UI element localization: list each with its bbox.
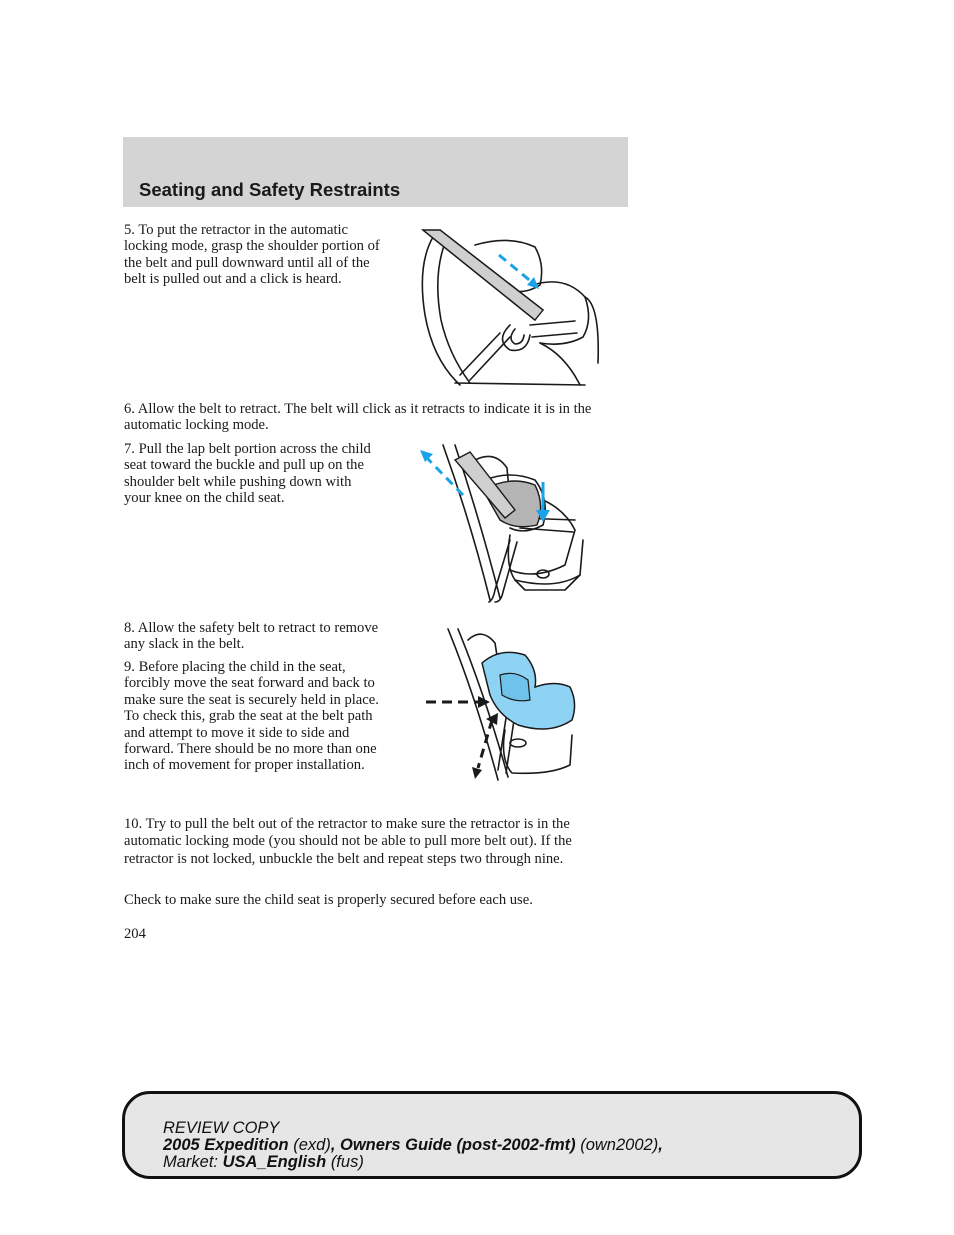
- footer-text: [163, 1120, 663, 1171]
- lap-belt-knee-push-illustration: [415, 440, 590, 605]
- step-8-text: 8. Allow the safety belt to retract to remove any slack in the belt.: [124, 620, 379, 653]
- retractor-shoulder-belt-illustration: [415, 225, 605, 387]
- closing-note: Check to make sure the child seat is properly secured before each use.: [124, 892, 533, 908]
- step-7-text: 7. Pull the lap belt portion across the child seat toward the buckle and pull up on the shoulder belt while pushing down with your knee on the child seat.: [124, 441, 371, 507]
- footer-guide-code: (own2002): [580, 1136, 659, 1154]
- footer-guide: Owners Guide (post-2002-fmt): [340, 1136, 576, 1154]
- footer-separator-2: ,: [658, 1136, 663, 1154]
- footer-model-code: (exd): [293, 1136, 331, 1154]
- step-5-text: 5. To put the retractor in the automatic locking mode, grasp the shoulder portion of the belt and pull downward until all of the belt is pulled out and a click is heard.: [124, 222, 380, 288]
- section-title: Seating and Safety Restraints: [139, 179, 401, 200]
- footer-model: 2005 Expedition: [163, 1136, 289, 1154]
- footer-review-copy: REVIEW COPY: [163, 1119, 280, 1137]
- footer-separator-1: ,: [330, 1136, 340, 1154]
- step-9-text: 9. Before placing the child in the seat, forcibly move the seat forward and back to make sure the seat is securely held in place. To check this, grab the seat at the belt path and attempt to move it side to side and forward. There should be no more than one inch of movement for proper installation.: [124, 659, 379, 774]
- seat-movement-check-illustration: [420, 625, 585, 783]
- page-number: 204: [124, 926, 146, 942]
- footer-market-label: Market:: [163, 1153, 219, 1171]
- review-copy-footer: [122, 1091, 862, 1179]
- footer-market: USA_English: [222, 1153, 327, 1171]
- step-10-text: 10. Try to pull the belt out of the retractor to make sure the retractor is in the automatic locking mode (you should not be able to pull more belt out). If the retractor is not locked, unbuckle the belt and repeat steps two through nine.: [124, 816, 572, 867]
- footer-market-line: [163, 1154, 663, 1171]
- section-header-band: [123, 137, 628, 207]
- step-6-text: 6. Allow the belt to retract. The belt will click as it retracts to indicate it is in the automatic locking mode.: [124, 401, 592, 434]
- footer-market-code: (fus): [330, 1153, 364, 1171]
- footer-guide-line: [163, 1137, 663, 1154]
